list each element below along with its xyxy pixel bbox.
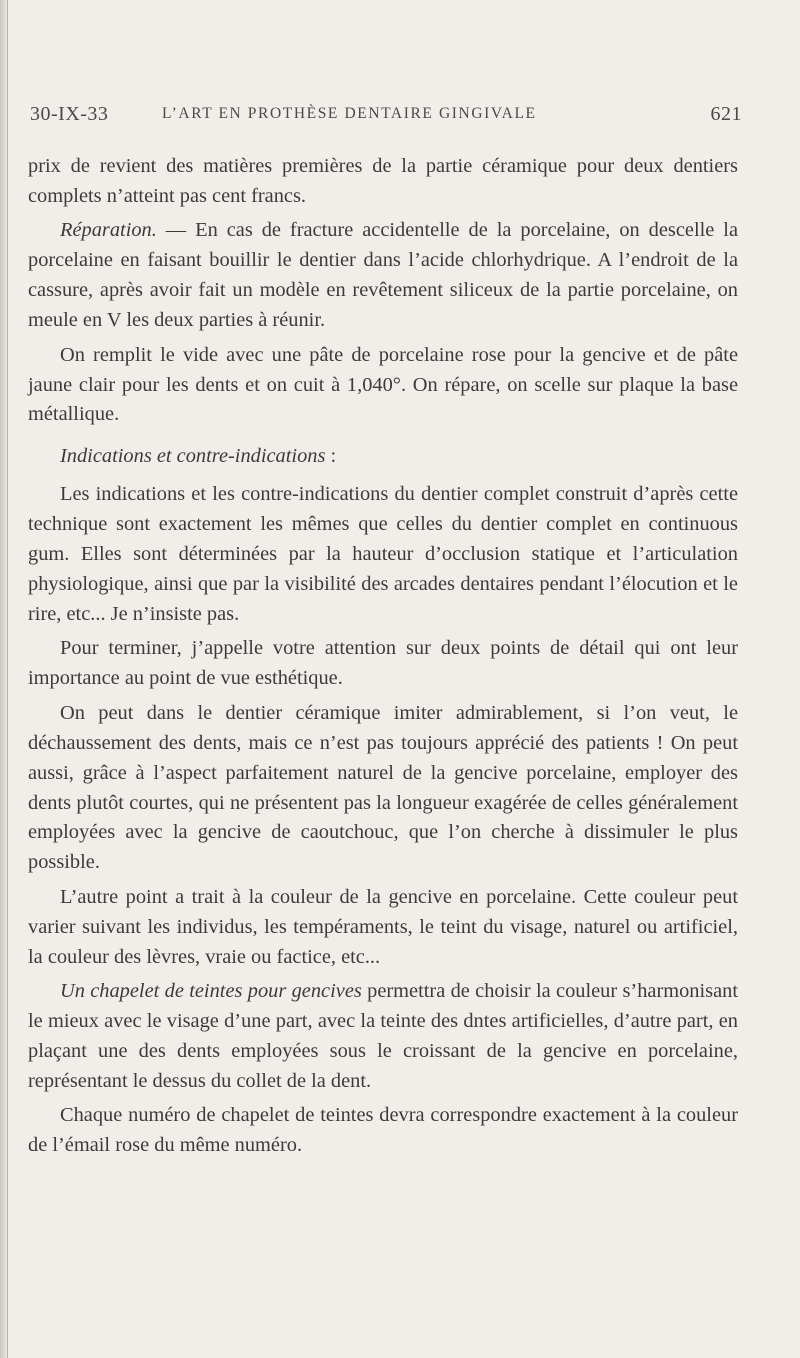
section-lead-reparation: Réparation. [60, 219, 157, 242]
running-header [30, 103, 742, 135]
paragraph-text: On remplit le vide avec une pâte de porcelaine rose pour la gencive et de pâte jaune clair pour les dents et on cuit à 1,040°. On répare, on scelle sur plaque la base métallique. [28, 343, 738, 426]
paragraph [28, 699, 738, 878]
section-lead-chapelet: Un chapelet de teintes pour gencives [60, 980, 362, 1003]
paragraph [28, 341, 738, 431]
paragraph-text: Les indications et les contre-indications du dentier complet construit d’après cette technique sont exactement les mêmes que celles du dentier complet en continuous gum. Elles sont déterminées par la hauteur d’occlusion statique et l’articulation physiologique, ainsi que par la visibilité des arcades dentaires pendant l’élocution et le rire, etc... Je n’insiste pas. [28, 483, 738, 625]
paragraph [28, 152, 738, 212]
paragraph-text: Chaque numéro de chapelet de teintes devra correspondre exactement à la couleur de l’émail rose du même numéro. [28, 1104, 738, 1157]
section-heading-text: Indications et contre-indications [60, 445, 326, 468]
paragraph-text: prix de revient des matières premières de la partie céramique pour deux dentiers complets n’atteint pas cent francs. [28, 155, 738, 207]
paragraph-text: Pour terminer, j’appelle votre attention sur deux points de détail qui ont leur importance au point de vue esthétique. [28, 637, 738, 690]
paragraph-text: permettra de choisir la couleur s’harmonisant le mieux avec le visage d’une part, avec la teinte des dntes artificielles, d’autre part, en plaçant une des dents employées sous le croissant de la gencive en porcelaine, représentant le dessus du collet de la dent. [28, 980, 739, 1092]
page-number: 621 [710, 103, 742, 125]
header-date: 30-IX-33 [30, 103, 109, 125]
paragraph [28, 883, 738, 973]
paragraph-text: L’autre point a trait à la couleur de la gencive en porcelaine. Cette couleur peut varier suivant les individus, les tempéraments, le teint du visage, naturel ou artificiel, la couleur des lèvres, vraie ou factice, etc... [28, 885, 738, 968]
paragraph [28, 480, 738, 630]
paragraph [28, 634, 738, 694]
section-heading-colon: : [325, 445, 337, 468]
body-text [28, 152, 738, 1161]
section-heading-indications [28, 442, 738, 472]
paragraph-text: On peut dans le dentier céramique imiter admirablement, si l’on veut, le déchaussement des dents, mais ce n’est pas toujours apprécié des patients ! On peut aussi, grâce à l’aspect parfaitement naturel de la gencive porcelaine, employer des dents plutôt courtes, qui ne présentent pas la longueur exagérée de celles généralement employées avec la gencive de caoutchouc, que l’on cherche à dissimuler le plus possible. [28, 701, 738, 874]
page-edge-line [7, 0, 8, 1358]
paragraph-chapelet [28, 977, 738, 1097]
header-title: L’ART EN PROTHÈSE DENTAIRE GINGIVALE [162, 105, 537, 122]
paragraph-text: — En cas de fracture accidentelle de la porcelaine, on descelle la porcelaine en faisant bouillir le dentier dans l’acide chlorhydrique. A l’endroit de la cassure, après avoir fait un modèle en revêtement siliceux de la partie porcelaine, on meule en V les deux parties à réunir. [28, 219, 738, 332]
paragraph-reparation [28, 216, 738, 336]
paragraph [28, 1101, 738, 1161]
